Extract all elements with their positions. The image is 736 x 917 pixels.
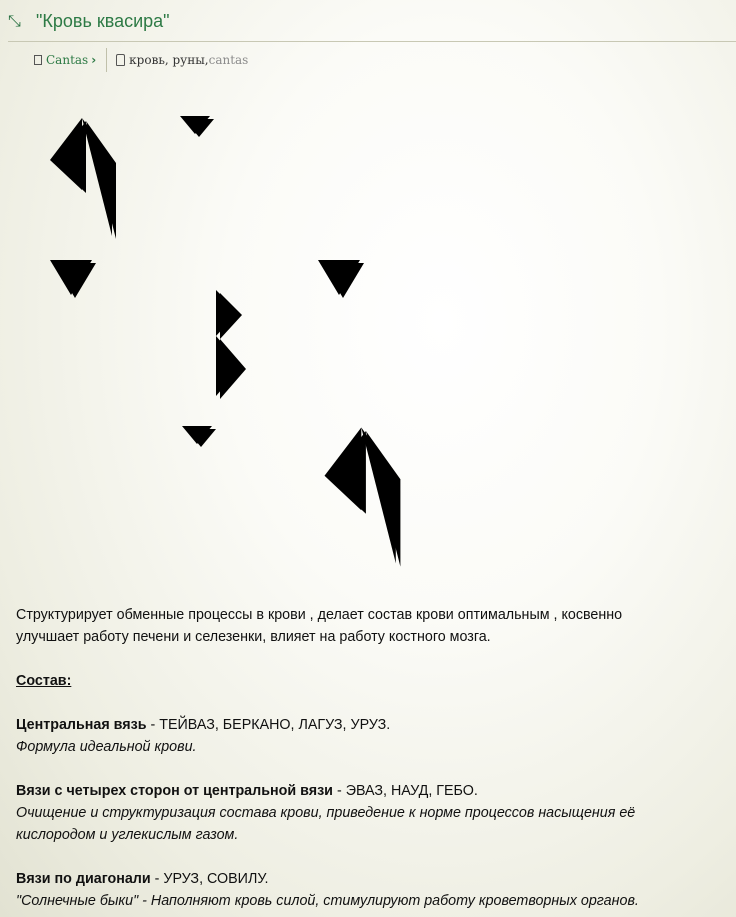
tags-list[interactable]: [116, 53, 248, 67]
chevron-right-icon: ›: [91, 53, 97, 67]
page-title: "Кровь квасира": [36, 10, 170, 31]
diagonal-runes: - УРУЗ, СОВИЛУ.: [150, 871, 269, 887]
intro-line-1: Структурирует обменные процессы в крови , делает состав крови оптимальным , косвенно: [16, 607, 623, 623]
breadcrumb-divider: [106, 48, 107, 72]
bindrune-diagonal-top-left: [42, 118, 112, 236]
bindrune-side-right: [298, 260, 376, 378]
four-sides-note-1: Очищение и структуризация состава крови, приведение к норме процессов насыщения её: [16, 805, 636, 821]
diagonal-note: "Солнечные быки" - Наполняют кровь силой, стимулируют работу кроветворных органов.: [16, 893, 639, 909]
central-line: [16, 714, 728, 736]
intro-line-2: улучшает работу печени и селезенки, влияет на работу костного мозга.: [16, 629, 491, 645]
tag-cantas: cantas: [208, 53, 249, 67]
central-runes: - ТЕЙВАЗ, БЕРКАНО, ЛАГУЗ, УРУЗ.: [146, 717, 391, 733]
diagonal-label: Вязи по диагонали: [16, 871, 151, 887]
breadcrumb: [34, 48, 248, 72]
tag-icon: [116, 54, 125, 66]
category-label: Cantas: [46, 53, 89, 67]
four-sides-runes: - ЭВАЗ, НАУД, ГЕБО.: [332, 783, 478, 799]
diagonal-line: [16, 868, 728, 890]
bindrune-side-left: [30, 260, 108, 378]
four-sides-line: [16, 780, 728, 802]
central-note: Формула идеальной крови.: [16, 739, 197, 755]
tags-prefix: кровь, руны,: [129, 53, 209, 67]
category-link[interactable]: [34, 53, 96, 67]
bindrunes-figure: [0, 100, 440, 570]
central-label: Центральная вязь: [16, 717, 147, 733]
four-sides-note-2: кислородом и углекислым газом.: [16, 827, 239, 843]
description-text: [16, 604, 728, 912]
expand-arrows-icon[interactable]: ⤡: [8, 11, 21, 30]
bindrune-side-top: [180, 116, 210, 228]
bindrune-side-bottom: [182, 426, 212, 538]
four-sides-label: Вязи с четырех сторон от центральной вязи: [16, 783, 333, 799]
bindrune-diagonal-bottom-right: [315, 428, 396, 564]
title-divider: [8, 41, 736, 42]
title-bar: [8, 8, 170, 34]
composition-heading: Состав:: [16, 673, 72, 689]
book-icon: [34, 55, 42, 65]
